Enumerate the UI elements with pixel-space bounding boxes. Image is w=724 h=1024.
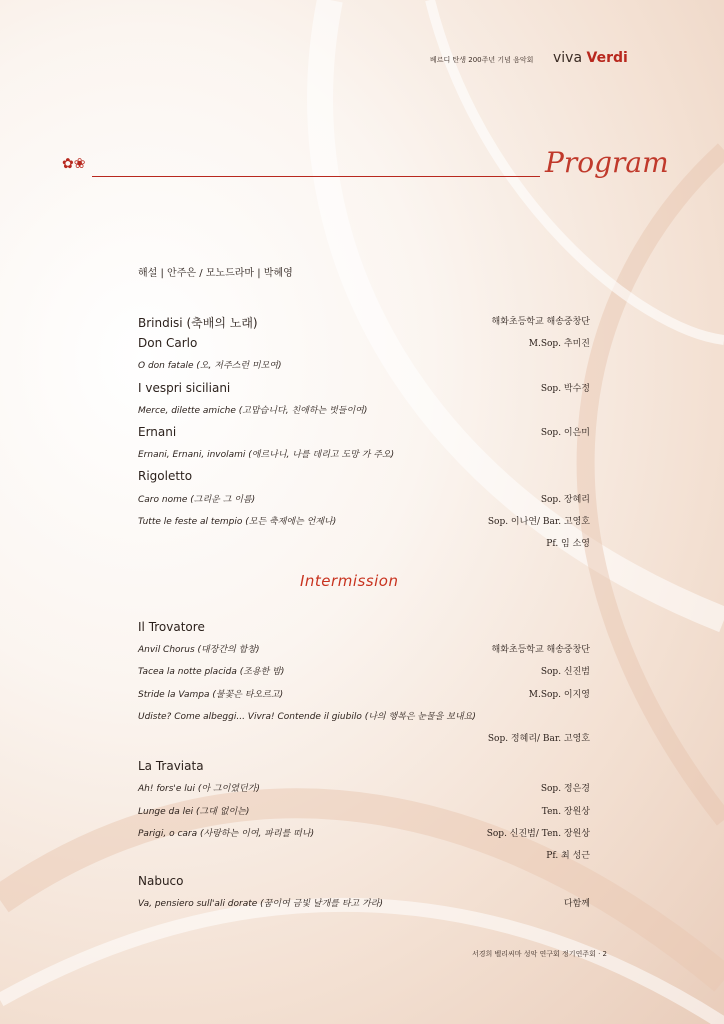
performer: Ten. 장원상 bbox=[541, 806, 590, 817]
page-footer: 서경희 벨리씨마 성악 연구회 정기연주회 · 2 bbox=[472, 950, 607, 958]
intermission-heading: Intermission bbox=[300, 572, 399, 590]
work-title: Ernani bbox=[138, 425, 177, 439]
aria-title: Ah! fors'e lui (아 그이였던가) bbox=[138, 784, 260, 795]
aria-title: Va, pensiero sull'ali dorate (꿈이여 금빛 날개를 타고 가라) bbox=[138, 899, 383, 910]
program-row bbox=[138, 874, 590, 894]
aria-title: Stride la Vampa (불꽃은 타오르고) bbox=[138, 689, 284, 700]
performer: M.Sop. 추미진 bbox=[528, 339, 590, 350]
program-row bbox=[138, 469, 590, 489]
aria-title: Merce, dilette amiche (고맙습니다, 친애하는 벗들이여) bbox=[138, 405, 368, 416]
aria-title: Tacea la notte placida (조용한 밤) bbox=[138, 667, 285, 678]
program-row bbox=[138, 514, 590, 534]
performer: Sop. 박수정 bbox=[540, 383, 590, 394]
program-row bbox=[138, 536, 590, 556]
program-row bbox=[138, 731, 590, 751]
aria-title: Ernani, Ernani, involami (에르나니, 나를 데리고 도망 가 주오) bbox=[138, 450, 395, 461]
program-row bbox=[138, 709, 590, 729]
program-row bbox=[138, 826, 590, 846]
performer: M.Sop. 이지영 bbox=[528, 689, 590, 700]
program-row bbox=[138, 358, 590, 378]
performer: Sop. 정혜리/ Bar. 고영호 bbox=[487, 734, 590, 744]
program-row bbox=[138, 620, 590, 640]
aria-title: Udiste? Come albeggi... Vivra! Contende il giubilo (나의 행복은 눈물을 보내요) bbox=[138, 711, 476, 722]
work-title: La Traviata bbox=[138, 759, 204, 774]
aria-title: O don fatale (오, 저주스런 미모여) bbox=[138, 361, 282, 372]
performer: Pf. 임 소영 bbox=[546, 539, 590, 549]
performer: Sop. 신진범 bbox=[540, 667, 590, 678]
program-row bbox=[138, 664, 590, 684]
performer: Pf. 최 성근 bbox=[546, 851, 590, 861]
title-rule bbox=[92, 176, 540, 177]
work-title: I vespri siciliani bbox=[138, 380, 231, 395]
credits-line: 해설 | 안주은 / 모노드라마 | 박혜영 bbox=[138, 268, 293, 279]
performer: 다함께 bbox=[563, 899, 590, 910]
floral-ornament-icon: ✿❀ bbox=[62, 156, 86, 172]
performer: 해화초등학교 해송중창단 bbox=[491, 645, 590, 656]
performer: Sop. 신진범/ Ten. 장원상 bbox=[486, 828, 590, 839]
aria-title: Lunge da lei (그대 없이는) bbox=[138, 806, 250, 817]
program-row bbox=[138, 314, 590, 334]
program-row bbox=[138, 896, 590, 916]
work-title: Brindisi (축배의 노래) bbox=[138, 316, 258, 330]
performer: Sop. 정은경 bbox=[540, 784, 590, 795]
header-brand bbox=[553, 50, 628, 66]
work-title: Il Trovatore bbox=[138, 620, 205, 634]
performer: Sop. 이나연/ Bar. 고영호 bbox=[487, 516, 590, 527]
aria-title: Tutte le feste al tempio (모든 축제에는 언제나) bbox=[138, 516, 337, 527]
aria-title: Caro nome (그리운 그 이름) bbox=[138, 494, 256, 505]
program-row bbox=[138, 381, 590, 401]
brand-prefix: viva bbox=[553, 50, 587, 66]
work-title: Nabuco bbox=[138, 874, 184, 889]
program-row bbox=[138, 781, 590, 801]
program-row bbox=[138, 447, 590, 467]
aria-title: Anvil Chorus (대장간의 합창) bbox=[138, 645, 260, 656]
performer: 해화초등학교 해송중창단 bbox=[491, 317, 590, 327]
program-row bbox=[138, 425, 590, 445]
program-row bbox=[138, 403, 590, 423]
program-row bbox=[138, 492, 590, 512]
work-title: Don Carlo bbox=[138, 336, 198, 351]
header-caption: 베르디 탄생 200주년 기념 음악회 bbox=[430, 56, 534, 64]
performer: Sop. 장혜리 bbox=[540, 494, 590, 505]
aria-title: Parigi, o cara (사랑하는 이여, 파리를 떠나) bbox=[138, 828, 315, 839]
page-title: Program bbox=[545, 146, 669, 179]
program-row bbox=[138, 336, 590, 356]
performer: Sop. 이은미 bbox=[540, 428, 590, 438]
program-row bbox=[138, 848, 590, 868]
program-row bbox=[138, 642, 590, 662]
program-row bbox=[138, 687, 590, 707]
program-row bbox=[138, 804, 590, 824]
work-title: Rigoletto bbox=[138, 469, 193, 484]
brand-accent: Verdi bbox=[586, 50, 628, 66]
program-row bbox=[138, 759, 590, 779]
